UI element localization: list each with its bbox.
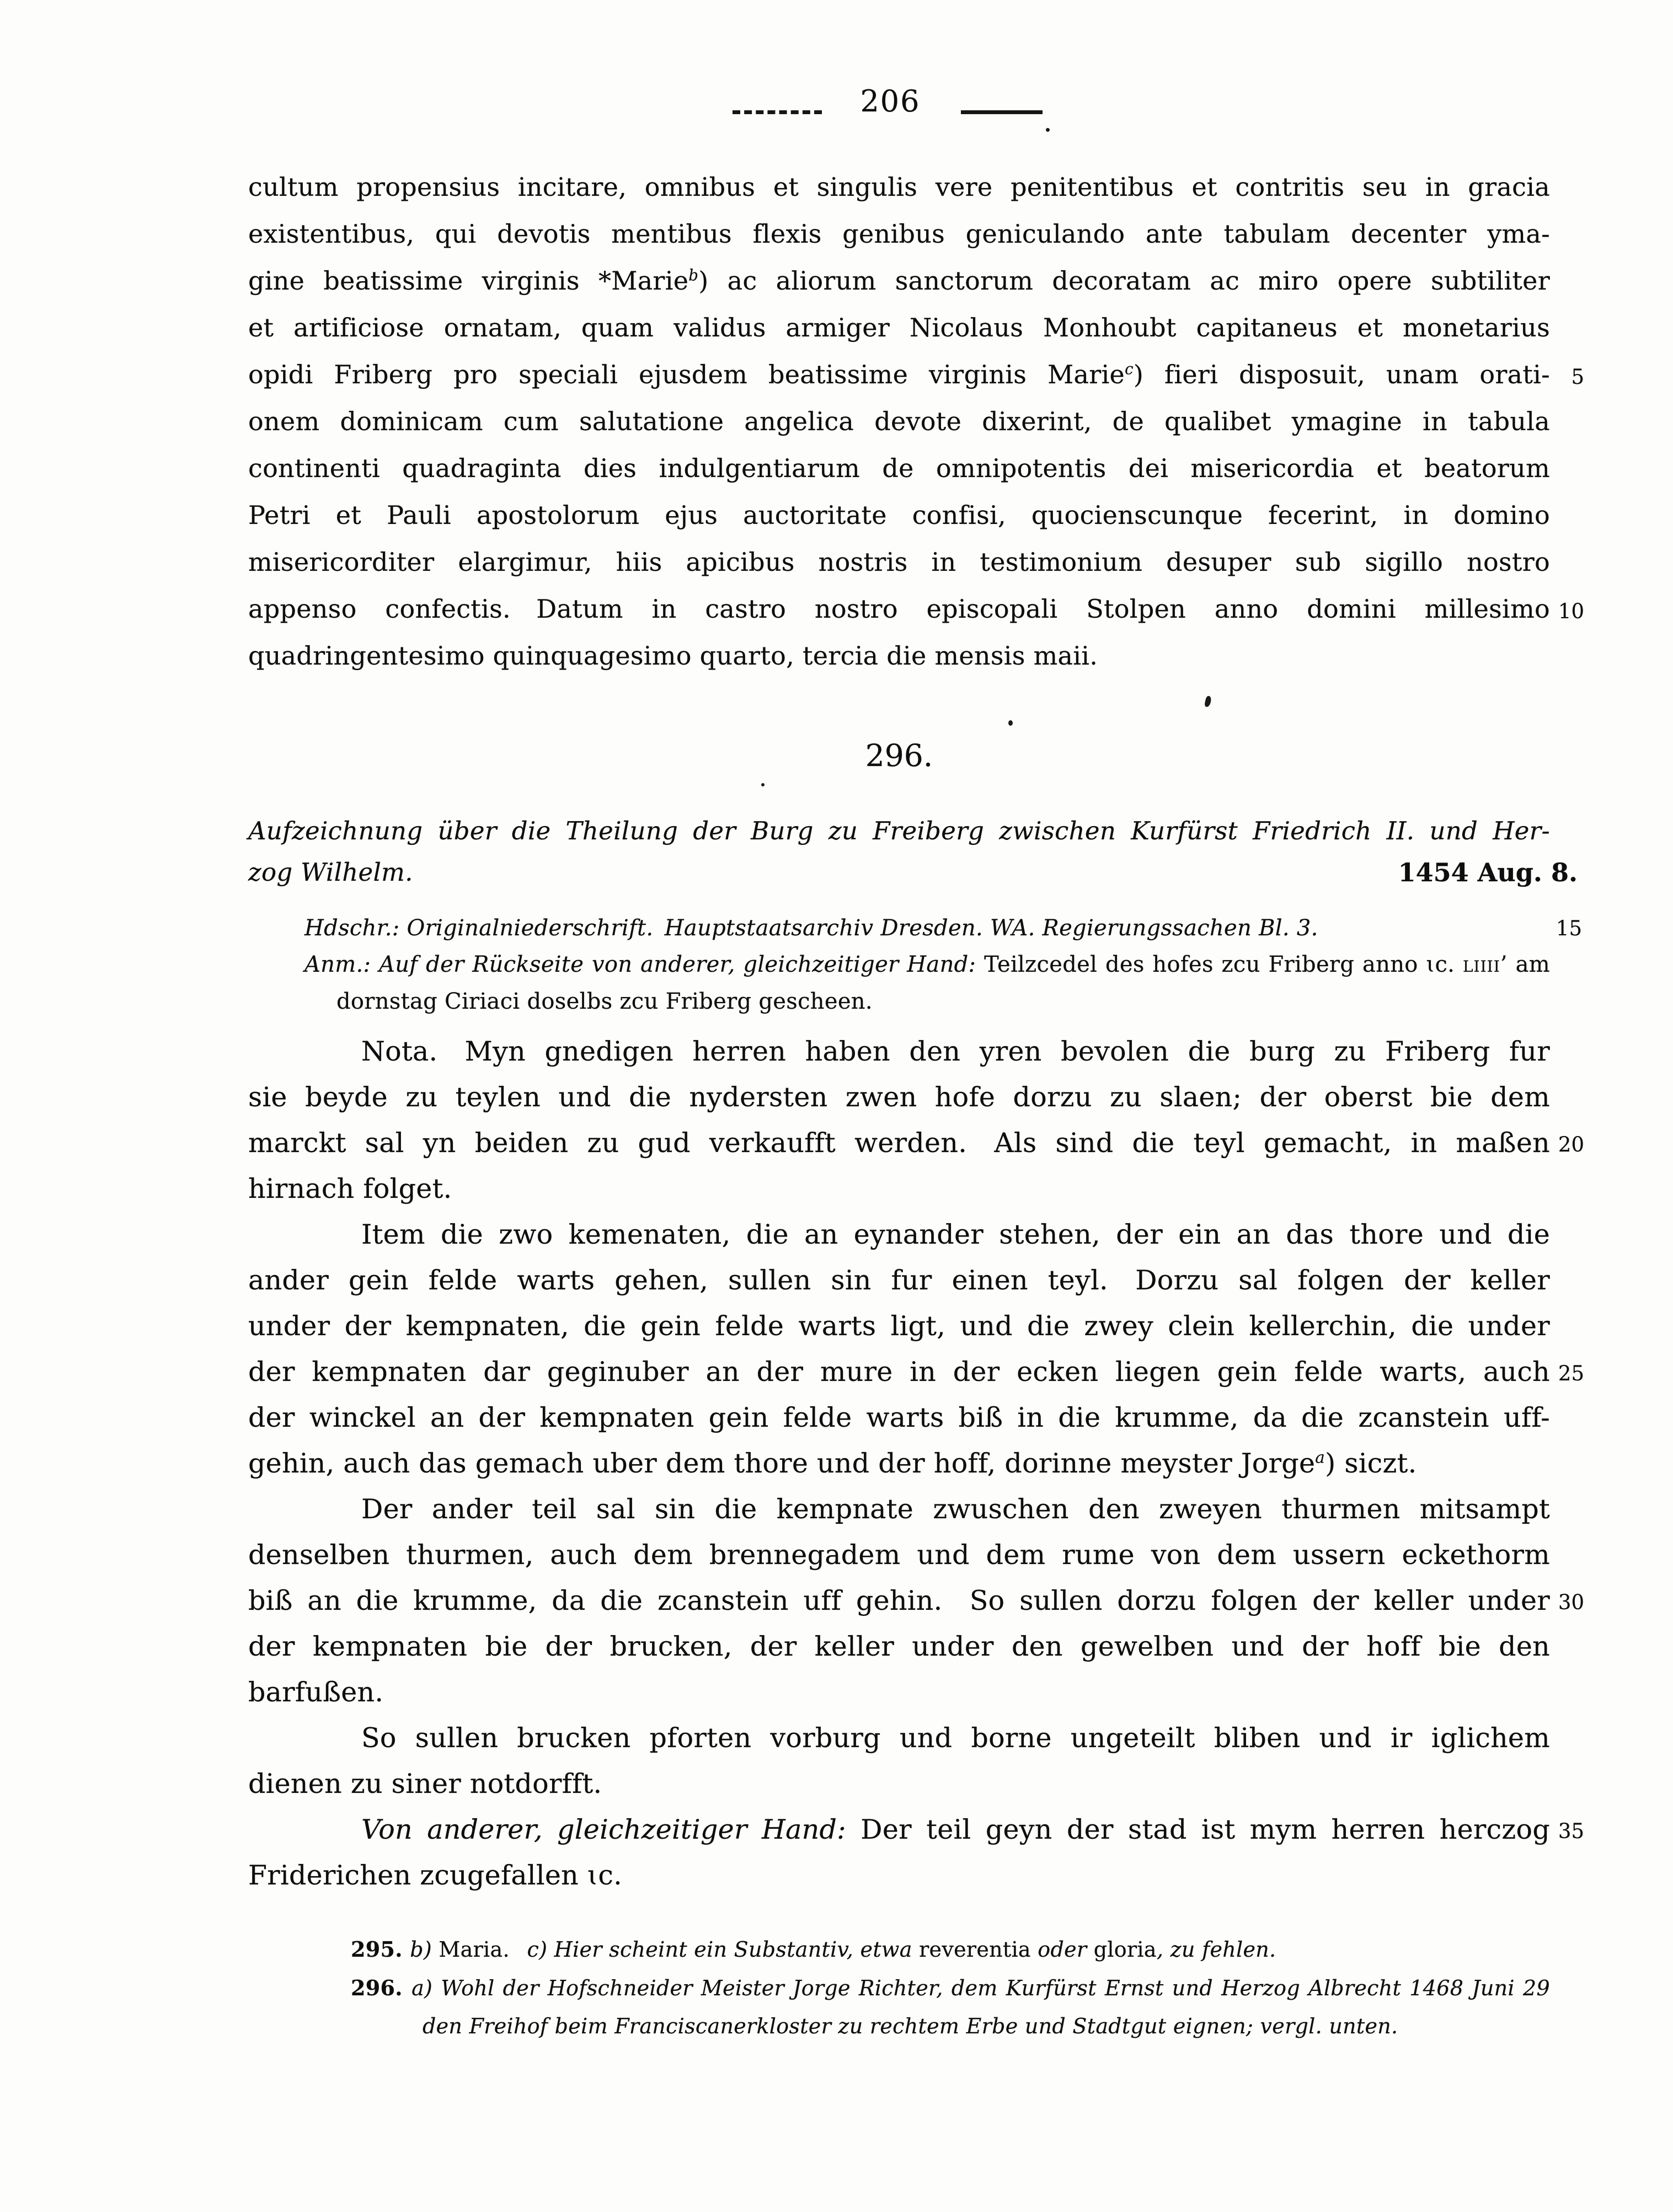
- scan-speck-icon: [1008, 720, 1013, 726]
- page-number: 206: [860, 84, 921, 119]
- text-segment: sie beyde zu teylen und die nydersten zwen hofe dorzu zu slaen; der oberst bie dem: [248, 1081, 1550, 1113]
- text-segment: liiii: [1462, 952, 1500, 977]
- text-segment: cultum propensius incitare, omnibus et singulis vere penitentibus et contritis seu in gracia: [248, 172, 1550, 202]
- latin-text-line: [248, 500, 1550, 547]
- text-segment: biß an die krumme, da die zcanstein uff gehin. So sullen dorzu folgen der keller under: [248, 1585, 1550, 1616]
- text-segment: oder: [1038, 1937, 1094, 1962]
- text-segment: c: [1125, 360, 1134, 378]
- archival-annotation-line: [304, 952, 1550, 989]
- text-segment: denselben thurmen, auch dem brennegadem und dem rume von dem ussern eckethorm: [248, 1539, 1550, 1571]
- body-text-line: [248, 1219, 1550, 1265]
- body-text-line: [248, 1768, 1550, 1814]
- archival-annotation: [304, 952, 1550, 1026]
- text-segment: Nota. Myn gnedigen herren haben den yren bevolen die burg zu Friberg fur: [361, 1036, 1550, 1067]
- text-segment: den Freihof beim Franciscanerkloster zu rechtem Erbe und Stadtgut eignen; vergl. unten.: [423, 2014, 1398, 2038]
- latin-text-line: [248, 266, 1550, 313]
- text-segment: der kempnaten dar geginuber an der mure in der ecken liegen gein felde warts, auch: [248, 1356, 1550, 1388]
- body-text-line: [248, 1402, 1550, 1448]
- entry-date: 1454 Aug. 8.: [1398, 858, 1578, 887]
- text-segment: 296.: [351, 1975, 412, 2000]
- text-segment: existentibus, qui devotis mentibus flexis genibus geniculando ante tabulam decenter yma-: [248, 219, 1550, 249]
- header-rule-right-icon: [961, 110, 1043, 114]
- text-segment: Petri et Pauli apostolorum ejus auctoritate confisi, quocienscunque fecerint, in domino: [248, 500, 1550, 530]
- body-text-line: [248, 1814, 1584, 1860]
- text-segment: gine beatissime virginis *Marie: [248, 266, 689, 296]
- entry-body-text: [248, 1036, 1584, 1905]
- text-segment: continenti quadraginta dies indulgentiarum de omnipotentis dei misericordia et beatorum: [248, 453, 1550, 483]
- source-note: [304, 915, 1582, 950]
- entry-title-line: [248, 816, 1550, 858]
- source-note-line: [304, 915, 1582, 950]
- latin-continuation-paragraph: [248, 172, 1584, 688]
- margin-line-number: 10: [1558, 599, 1584, 623]
- body-text-line: [248, 1036, 1550, 1081]
- text-segment: ) ac aliorum sanctorum decoratam ac miro opere subtiliter: [698, 266, 1550, 296]
- text-segment: der winckel an der kempnaten gein felde warts biß in die krumme, da die zcanstein uff-: [248, 1402, 1550, 1433]
- latin-text-line: [248, 641, 1550, 688]
- text-segment: der kempnaten bie der brucken, der keller under den gewelben und der hoff bie den: [248, 1631, 1550, 1662]
- text-segment: appenso confectis. Datum in castro nostro episcopali Stolpen anno domini millesimo: [248, 594, 1550, 624]
- text-segment: under der kempnaten, die gein felde warts ligt, und die zwey clein kellerchin, die under: [248, 1310, 1550, 1342]
- footnote-line: [351, 2014, 1550, 2053]
- body-text-line: [248, 1173, 1550, 1219]
- text-segment: ander gein felde warts gehen, sullen sin fur einen teyl. Dorzu sal folgen der keller: [248, 1265, 1550, 1296]
- archival-annotation-line: [304, 989, 1550, 1026]
- footnote-line: [351, 1975, 1550, 2014]
- footnotes-block: [351, 1937, 1550, 2053]
- body-text-line: [248, 1265, 1550, 1310]
- latin-text-line: [248, 406, 1550, 453]
- text-segment: hirnach folget.: [248, 1173, 452, 1204]
- footnote-line: [351, 1937, 1550, 1975]
- margin-line-number: 30: [1558, 1590, 1584, 1614]
- text-segment: Teilzcedel des hofes zcu Friberg anno ɩc.: [984, 952, 1463, 977]
- margin-line-number: 35: [1558, 1819, 1584, 1843]
- text-segment: So sullen brucken pforten vorburg und borne ungeteilt bliben und ir iglichem: [361, 1722, 1550, 1754]
- text-segment: ) fieri disposuit, unam orati-: [1133, 360, 1550, 389]
- text-segment: Friderichen zcugefallen ɩc.: [248, 1860, 623, 1891]
- entry-number-heading: 296.: [865, 738, 933, 773]
- text-segment: zog Wilhelm.: [248, 858, 413, 887]
- margin-line-number: 5: [1571, 365, 1584, 389]
- body-text-line: [248, 1631, 1550, 1677]
- text-segment: reverentia: [919, 1937, 1038, 1962]
- text-segment: opidi Friberg pro speciali ejusdem beatissime virginis Marie: [248, 360, 1125, 389]
- scan-speck-icon: [761, 783, 765, 786]
- text-segment: Von anderer, gleichzeitiger Hand:: [361, 1814, 861, 1845]
- body-text-line: [248, 1585, 1584, 1631]
- margin-line-number: 20: [1558, 1133, 1584, 1156]
- text-segment: c) Hier scheint ein Substantiv, etwa: [527, 1937, 920, 1962]
- text-segment: dienen zu siner notdorfft.: [248, 1768, 602, 1799]
- text-segment: onem dominicam cum salutatione angelica devote dixerint, de qualibet ymagine in tabula: [248, 406, 1550, 436]
- text-segment: Anm.: Auf der Rückseite von anderer, gleichzeitiger Hand:: [304, 952, 985, 977]
- text-segment: a) Wohl der Hofschneider Meister Jorge Richter, dem Kurfürst Ernst und Herzog Albrecht 1468 Juni 29: [411, 1976, 1551, 2000]
- latin-text-line: [248, 360, 1584, 406]
- body-text-line: [248, 1539, 1550, 1585]
- latin-text-line: [248, 313, 1550, 360]
- body-text-line: [248, 1722, 1550, 1768]
- latin-text-line: [248, 453, 1550, 500]
- text-segment: Der ander teil sal sin die kempnate zwuschen den zweyen thurmen mitsampt: [361, 1493, 1550, 1525]
- text-segment: barfußen.: [248, 1677, 384, 1708]
- text-segment: Maria.: [439, 1937, 527, 1962]
- body-text-line: [248, 1860, 1550, 1905]
- body-text-line: [248, 1081, 1550, 1127]
- latin-text-line: [248, 594, 1584, 641]
- latin-text-line: [248, 172, 1550, 219]
- body-text-line: [248, 1356, 1584, 1402]
- body-text-line: [248, 1448, 1550, 1493]
- text-segment: b): [410, 1937, 439, 1962]
- text-segment: gehin, auch das gemach uber dem thore und der hoff, dorinne meyster Jorge: [248, 1448, 1316, 1479]
- text-segment: quadringentesimo quinquagesimo quarto, tercia die mensis maii.: [248, 641, 1098, 671]
- body-text-line: [248, 1127, 1584, 1173]
- body-text-line: [248, 1677, 1550, 1722]
- text-segment: b: [688, 266, 699, 285]
- latin-text-line: [248, 219, 1550, 266]
- text-segment: Aufzeichnung über die Theilung der Burg zu Freiberg zwischen Kurfürst Friedrich II. und Her-: [248, 816, 1550, 845]
- margin-line-number: 25: [1558, 1362, 1584, 1385]
- text-segment: et artificiose ornatam, quam validus armiger Nicolaus Monhoubt capitaneus et monetarius: [248, 313, 1550, 342]
- text-segment: , zu fehlen.: [1156, 1937, 1276, 1962]
- text-segment: dornstag Ciriaci doselbs zcu Friberg gescheen.: [336, 989, 873, 1014]
- text-segment: misericorditer elargimur, hiis apicibus nostris in testimonium desuper sub sigillo nostro: [248, 547, 1550, 577]
- margin-line-number: 15: [1556, 917, 1582, 940]
- latin-text-line: [248, 547, 1550, 594]
- text-segment: gloria: [1093, 1937, 1157, 1962]
- text-segment: Hdschr.: Originalniederschrift. Hauptstaatsarchiv Dresden. WA. Regierungssachen Bl. 3.: [304, 915, 1318, 941]
- header-rule-left-icon: [733, 110, 822, 114]
- text-segment: ) siczt.: [1325, 1448, 1417, 1479]
- body-text-line: [248, 1493, 1550, 1539]
- text-segment: a: [1315, 1448, 1325, 1467]
- text-segment: marckt sal yn beiden zu gud verkaufft werden. Als sind die teyl gemacht, in maßen: [248, 1127, 1550, 1159]
- page-header: [248, 84, 1550, 144]
- scan-speck-icon: [1204, 695, 1212, 708]
- text-segment: Der teil geyn der stad ist mym herren herczog: [860, 1814, 1550, 1845]
- scan-speck-icon: [1046, 128, 1050, 132]
- text-segment: ’ am: [1500, 952, 1550, 977]
- body-text-line: [248, 1310, 1550, 1356]
- text-segment: 295.: [351, 1937, 410, 1962]
- text-segment: Item die zwo kemenaten, die an eynander stehen, der ein an das thore und die: [361, 1219, 1550, 1250]
